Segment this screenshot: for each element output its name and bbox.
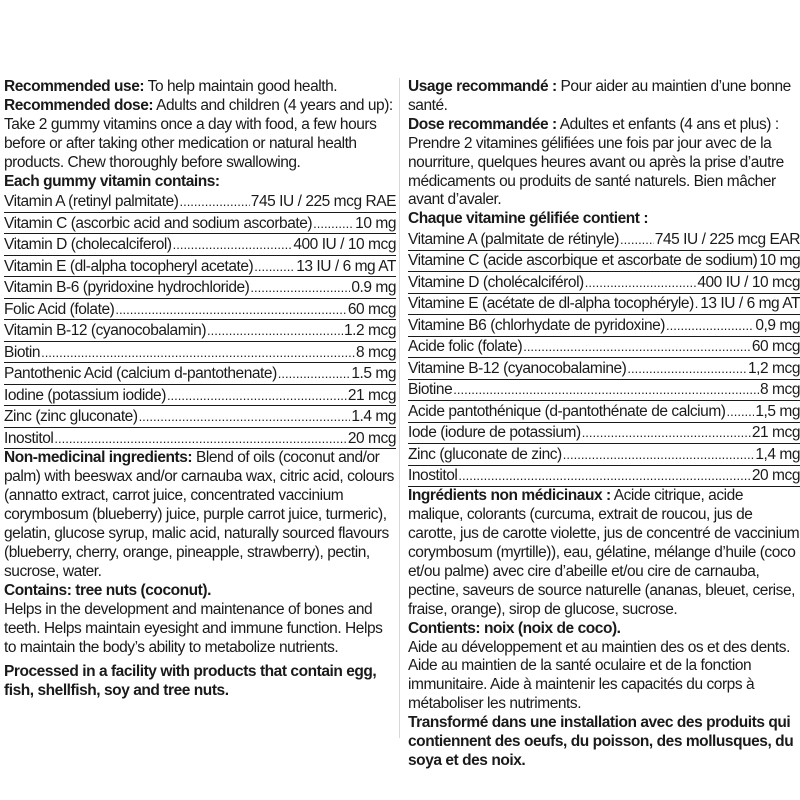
nutrient-amount: 0,9 mg [755,316,800,334]
nutrient-amount: 8 mcg [760,381,800,399]
ingredients-non-medicinaux-text: Acide citrique, acide malique, colorants (curcuma, extrait de roucou, jus de carotte, jus de carotte violette, jus de concentré de vaccinium corymbosum (myrtille)), eau, gélatine, mélange d’huile (coco et/ou palme) avec cire d’abeille et/ou cire de carnauba, pectine, saveurs de source naturelle (ananas, bleuet, cerise, fraise, orange), sirop de glucose, sucrose. [408,487,800,618]
recommended-dose-label: Recommended dose: [4,96,154,114]
benefits-text: Helps in the development and maintenance of bones and teeth. Helps maintain eyesight and immune function. Helps to maintain the body’s ability to metabolize nutrients. [4,600,383,656]
nutrient-row [4,191,396,213]
ingredients-non-medicinaux [408,487,800,619]
nutrient-amount: 8 mcg [356,343,396,361]
nutrient-row [4,256,396,278]
nutrient-table-fr [408,229,800,487]
nutrient-amount: 745 IU / 225 mcg RAE [250,193,396,211]
nutrient-amount: 21 mcg [751,424,800,442]
nutrient-name: Vitamin D (cholecalciferol) [4,236,172,254]
contient-heading: Chaque vitamine gélifiée contient : [408,210,649,228]
nutrient-amount: 1.2 mcg [344,322,396,340]
nutrient-row [4,277,396,299]
contains-heading: Each gummy vitamin contains: [4,172,220,190]
nutrient-name: Zinc (zinc gluconate) [4,408,138,426]
usage-recommande-text: Pour aider au maintien d’une bonne santé. [408,78,791,114]
nutrient-amount: 0.9 mg [351,279,396,297]
nutrient-row [4,320,396,342]
nutrient-name: Vitamin C (ascorbic acid and sodium ascorbate) [4,214,313,232]
non-medicinal-label: Non-medicinal ingredients: [4,449,193,467]
recommended-dose-text: Adults and children (4 years and up): Take 2 gummy vitamins once a day with food, a few hours before or after taking other medication or natural health products. Chew thoroughly before swallowing. [4,96,393,171]
nutrient-table [4,191,396,449]
nutrient-row [4,234,396,256]
nutrient-amount: 60 mcg [751,338,800,356]
nutrient-row [408,444,800,466]
nutrient-name: Vitamine E (acétate de dl-alpha tocophéryle) [408,295,694,313]
nutrient-row [4,213,396,235]
nutrient-name: Inostitol [408,467,458,485]
recommended-use-label: Recommended use: [4,78,145,95]
nutrient-amount: 20 mcg [751,467,800,485]
nutrient-name: Vitamine A (palmitate de rétinyle) [408,230,620,248]
nutrient-name: Vitamine C (acide ascorbique et ascorbate de sodium) [408,252,758,270]
recommended-use-text: To help maintain good health. [144,78,338,95]
dose-recommandee [408,116,800,211]
nutrient-row [408,466,800,488]
french-column [408,78,800,771]
nutrient-name: Vitamin B-12 (cyanocobalamin) [4,322,207,340]
recommended-dose [4,97,396,173]
nutrient-amount: 1,5 mg [755,402,800,420]
nutrient-row [408,337,800,359]
dose-recommandee-text: Adultes et enfants (4 ans et plus) : Prendre 2 vitamines gélifiées une fois par jour avec de la nourriture, quelques heures avant ou après la prise d’autre médicaments ou produits de santé naturels. Bien mâcher avant d’avaler. [408,115,784,209]
english-column [4,78,396,701]
nutrient-row [4,342,396,364]
nutrient-amount: 20 mcg [347,429,396,447]
nutrient-amount: 60 mcg [347,300,396,318]
recommended-use [4,78,396,97]
nutrient-row [408,315,800,337]
nutrient-name: Inostitol [4,429,54,447]
nutrient-name: Iodine (potassium iodide) [4,386,166,404]
nutrient-row [408,401,800,423]
nutrient-row [408,380,800,402]
benefits-text-fr: Aide au développement et au maintien des os et des dents. Aide au maintien de la santé oculaire et de la fonction immunitaire. Aide à maintenir les capacités du corps à métaboliser les nutriments. [408,638,790,713]
nutrient-amount: 21 mcg [347,386,396,404]
nutrient-row [4,363,396,385]
nutrient-amount: 1,4 mg [755,445,800,463]
nutrient-name: Biotin [4,343,41,361]
nutrient-row [4,385,396,407]
facility-statement: Processed in a facility with products that contain egg, fish, shellfish, soy and tree nuts. [4,663,377,700]
nutrient-row [408,229,800,251]
column-divider [399,78,400,738]
nutrient-name: Pantothenic Acid (calcium d-pantothenate) [4,365,277,383]
allergen-statement: Contains: tree nuts (coconut). [4,581,211,599]
nutrient-amount: 1.4 mg [351,408,396,426]
nutrient-amount: 400 IU / 10 mcg [697,273,800,291]
nutrient-amount: 13 IU / 6 mg AT [700,295,800,313]
facility-statement-fr: Transformé dans une installation avec des produits qui contiennent des oeufs, du poisson, des mollusques, du soya et des noix. [408,714,794,769]
nutrient-row [4,299,396,321]
nutrient-row [408,251,800,273]
nutrient-name: Acide folic (folate) [408,338,523,356]
nutrient-name: Vitamin A (retinyl palmitate) [4,193,179,211]
nutrient-row [408,294,800,316]
nutrient-row [4,406,396,428]
nutrient-row [4,428,396,450]
nutrient-name: Acide pantothénique (d-pantothénate de calcium) [408,402,726,420]
usage-recommande-label: Usage recommandé : [408,78,557,95]
nutrient-name: Vitamin E (dl-alpha tocopheryl acetate) [4,257,254,275]
nutrient-amount: 10 mg [759,252,800,270]
non-medicinal-ingredients [4,449,396,581]
nutrient-name: Iode (iodure de potassium) [408,424,581,442]
nutrient-row [408,272,800,294]
nutrient-amount: 745 IU / 225 mcg EAR [654,230,800,248]
dose-recommandee-label: Dose recommandée : [408,115,557,133]
nutrient-name: Biotine [408,381,453,399]
allergen-statement-fr: Contients: noix (noix de coco). [408,619,621,637]
nutrient-name: Vitamin B-6 (pyridoxine hydrochloride) [4,279,250,297]
nutrient-name: Folic Acid (folate) [4,300,115,318]
nutrient-amount: 10 mg [355,214,396,232]
nutrient-name: Vitamine D (cholécalciférol) [408,273,584,291]
nutrient-name: Vitamine B6 (chlorhydate de pyridoxine) [408,316,666,334]
nutrient-name: Zinc (gluconate de zinc) [408,445,562,463]
non-medicinal-text: Blend of oils (coconut and/or palm) with beeswax and/or carnauba wax, citric acid, colours (annatto extract, carrot juice, concentrated vaccinium corymbosum (blueberry) juice, purple carrot juice, turmeric), gelatin, glucose syrup, malic acid, naturally sourced flavours (blueberry, cherry, orange, pineapple, strawberry), pectin, sucrose, water. [4,449,394,580]
nutrient-row [408,358,800,380]
nutrient-row [408,423,800,445]
ingredients-non-medicinaux-label: Ingrédients non médicinaux : [408,487,611,505]
nutrient-amount: 400 IU / 10 mcg [293,236,396,254]
nutrient-amount: 1.5 mg [351,365,396,383]
nutrient-name: Vitamine B-12 (cyanocobalamine) [408,359,627,377]
nutrient-amount: 13 IU / 6 mg AT [296,257,396,275]
usage-recommande [408,78,800,116]
nutrient-amount: 1,2 mcg [748,359,800,377]
